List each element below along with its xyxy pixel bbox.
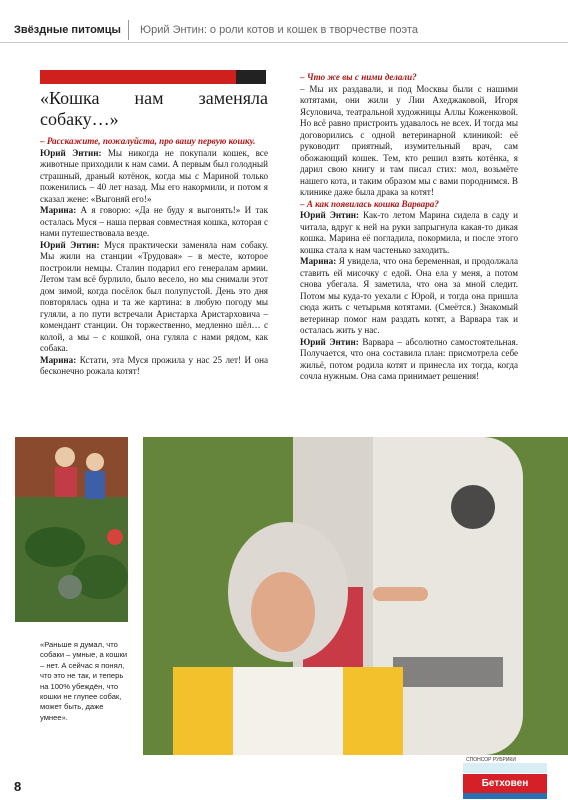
sponsor-strip (463, 763, 547, 773)
paragraph-text: Варвара – абсолютно самостоятельная. Получается, что она составила план: присмотрела себе жильё, потом родила котят и принесла их тогда, когда сочла нужным. Она сама принимает решения! (300, 336, 519, 381)
paragraph-text: Муся практически заменяла нам собаку. Мы жили на станции «Трудовая» – в месте, которое построили немцы. Сталин подарил его генералам армии. Летом там всё бурлило, было весело, но мы снимали этот дом зимой, когда посёлок был полупустой. День это дня повторялась одна и та же картина: в любую погоду мы гуляли, а по пути встречали Аристарха Аристарховича – комендант станции. Он торжественно, медленно шёл… с колой, а мы – с кошкой, она гуляла с нами рядом, как собака. (40, 239, 268, 353)
paragraph-text: Я увидела, что она беременная, и продолжала ставить ей мисочку с едой. Она ела у меня, а потом снова убегала. Я заметила, что она за мной следит. Потом мы куда-то уехали с Юрой, и тогда она пришла сюда жить с четырьмя котятами. (Смеётся.) Знакомый ветеринар помог нам раздать котят, а Варвара так и осталась жить у нас. (300, 256, 518, 335)
interview-question (300, 72, 518, 84)
interview-paragraph (300, 256, 518, 337)
interview-paragraph (40, 240, 268, 355)
interview-paragraph (40, 205, 268, 240)
sponsor-brand: Бетховен (463, 774, 547, 793)
sponsor-logo (463, 763, 547, 799)
speaker-name: Юрий Энтин: (40, 239, 100, 250)
speaker-name: Юрий Энтин: (40, 147, 102, 158)
sponsor-label: СПОНСОР РУБРИКИ (466, 757, 516, 763)
speaker-name: Юрий Энтин: (300, 210, 360, 220)
question-text: – Расскажите, пожалуйста, про вашу первую кошку. (40, 136, 256, 146)
paragraph-text: Как-то летом Марина сидела в саду и читала, вдруг к ней на руки запрыгнула какая-то дикая кошка. Марина её погладила, покормила, и после этого кошка стала к нам частенько заходить. (300, 210, 518, 255)
headline-accent-bar (40, 70, 266, 84)
right-column (300, 72, 518, 383)
interview-paragraph (300, 210, 518, 256)
headline: «Кошка нам заменяла собаку…» (40, 88, 268, 129)
interview-paragraph (300, 84, 518, 199)
sponsor-underline (463, 793, 547, 799)
page-header (0, 0, 568, 40)
speaker-name: Марина: (40, 205, 77, 215)
interview-question (40, 136, 268, 148)
photo-caption: «Раньше я думал, что собаки – умные, а кошки – нет. А сейчас я понял, что это не так, и теперь на 100% убеждён, что кошки не глупее собак, может быть, даже умнее». (40, 640, 128, 722)
paragraph-text: Мы никогда не покупали кошек, все животные приходили к нам сами. А первым был голодный страшный, драный котёнок, когда мы с Мариной только поженились – 40 лет назад. Мы его накормили, и потом я сказал жене: «Выгоняй его!» (40, 147, 268, 204)
interview-paragraph (40, 148, 268, 206)
paragraph-text: А я говорю: «Да не буду я выгонять!» И так осталась Муся – наша первая совместная кошка, которая с нами путешествовала везде. (40, 205, 269, 238)
speaker-name: Марина: (40, 354, 77, 365)
interview-paragraph (300, 337, 518, 383)
paragraph-text: Кстати, эта Муся прожила у нас 25 лет! И она бесконечно рожала котят! (40, 354, 268, 376)
header-divider (128, 20, 129, 40)
garden-figurines-photo (15, 437, 128, 622)
header-rule (0, 42, 568, 43)
interview-paragraph (40, 355, 268, 378)
page-number: 8 (14, 779, 22, 794)
paragraph-text: – Мы их раздавали, и под Москвы были с нашими котятами, они жили у Лии Ахеджаковой, Игоря Ясуловича, театральной художницы Аллы Коженковой. Но всё равно пристроить удавалось не всех. И тогда мы договорились с одной ветеринарной клиникой: её руководит приятный, изумительный врач, сам обожающий кошек. Тем, кто решил взять котёнка, я дарил свою книгу и там писал стих: мол, возьмёте нашего кота, и таким образом мы с вами породнимся. В клинике даже была драка за котят! (300, 83, 518, 197)
question-text: – А как появилась кошка Варвара? (300, 198, 439, 209)
interview-question (300, 199, 518, 211)
question-text: – Что же вы с ними делали? (300, 72, 417, 82)
speaker-name: Юрий Энтин: (300, 336, 359, 347)
rubric-label: Звёздные питомцы (14, 24, 121, 36)
author-poster-photo (143, 437, 568, 755)
left-column (40, 70, 268, 378)
speaker-name: Марина: (300, 256, 337, 266)
article-subtitle: Юрий Энтин: о роли котов и кошек в творчестве поэта (140, 24, 418, 36)
